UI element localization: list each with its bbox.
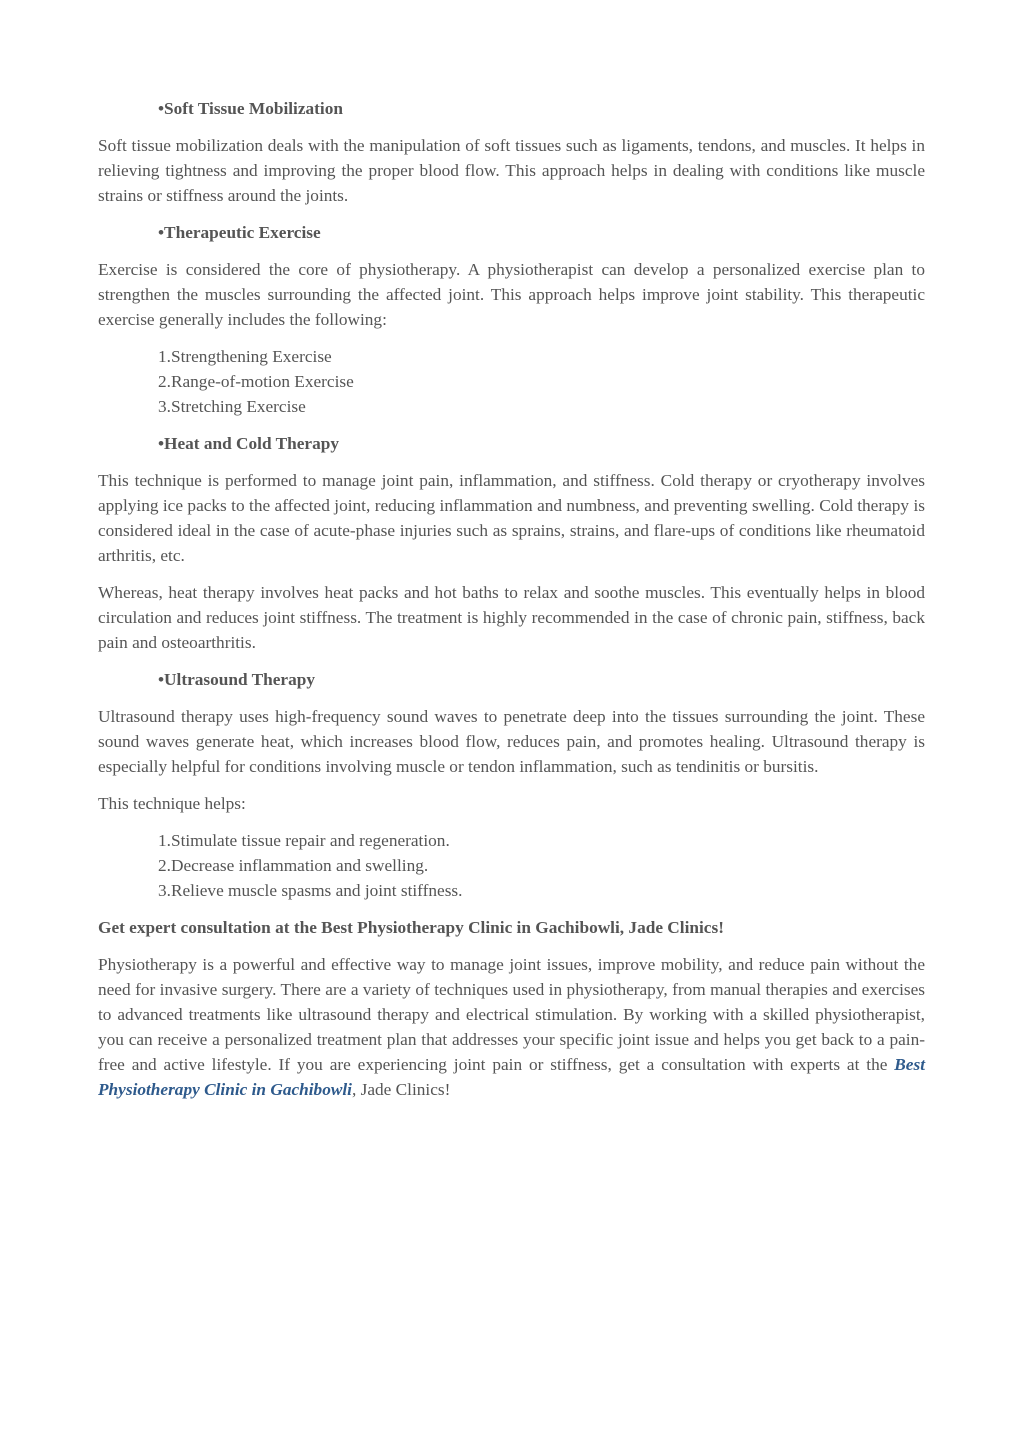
ultrasound-paragraph: Ultrasound therapy uses high-frequency sound waves to penetrate deep into the tissues surrounding the joint. These sound waves generate heat, which increases blood flow, reduces pain, and promotes healing. Ultrasound therapy is especially helpful for conditions involving muscle or tendon inflammation, such as tendinitis or bursitis. [98,707,925,776]
exercise-list [158,344,925,419]
list-item: 1.Strengthening Exercise [158,347,332,366]
list-item: 3.Relieve muscle spasms and joint stiffness. [158,881,463,900]
list-item: 2.Decrease inflammation and swelling. [158,856,429,875]
therapeutic-exercise-paragraph: Exercise is considered the core of physiotherapy. A physiotherapist can develop a personalized exercise plan to strengthen the muscles surrounding the affected joint. This approach helps improve joint stability. This therapeutic exercise generally includes the following: [98,260,925,329]
ultrasound-intro: This technique helps: [98,794,246,813]
list-item: 1.Stimulate tissue repair and regeneration. [158,831,450,850]
heat-cold-heading: •Heat and Cold Therapy [158,434,339,453]
consultation-heading: Get expert consultation at the Best Physiotherapy Clinic in Gachibowli, Jade Clinics! [98,918,724,937]
consultation-text-end: , Jade Clinics! [351,1080,451,1099]
soft-tissue-heading: •Soft Tissue Mobilization [158,99,343,118]
heat-cold-paragraph-2: Whereas, heat therapy involves heat packs and hot baths to relax and soothe muscles. This eventually helps in blood circulation and reduces joint stiffness. The treatment is highly recommended in the case of chronic pain, stiffness, back pain and osteoarthritis. [98,583,925,652]
ultrasound-benefits-list [158,828,925,903]
consultation-text-start: Physiotherapy is a powerful and effective way to manage joint issues, improve mobility, and reduce pain without the need for invasive surgery. There are a variety of techniques used in physiotherapy, from manual therapies and exercises to advanced treatments like ultrasound therapy and electrical stimulation. By working with a skilled physiotherapist, you can receive a personalized treatment plan that addresses your specific joint issue and helps you get back to a pain-free and active lifestyle. If you are experiencing joint pain or stiffness, get a consultation with experts at the [98,955,925,1074]
list-item: 2.Range-of-motion Exercise [158,372,354,391]
list-item: 3.Stretching Exercise [158,397,306,416]
ultrasound-heading: •Ultrasound Therapy [158,670,315,689]
consultation-paragraph [98,952,925,1102]
heat-cold-paragraph-1: This technique is performed to manage joint pain, inflammation, and stiffness. Cold therapy or cryotherapy involves applying ice packs to the affected joint, reducing inflammation and numbness, and preventing swelling. Cold therapy is considered ideal in the case of acute-phase injuries such as sprains, strains, and flare-ups of conditions like rheumatoid arthritis, etc. [98,471,925,565]
document-page [98,96,925,1114]
clinic-link[interactable]: Best Physiotherapy Clinic in Gachibowli [98,1055,925,1099]
therapeutic-exercise-heading: •Therapeutic Exercise [158,223,321,242]
soft-tissue-paragraph: Soft tissue mobilization deals with the manipulation of soft tissues such as ligaments, tendons, and muscles. It helps in relieving tightness and improving the proper blood flow. This approach helps in dealing with conditions like muscle strains or stiffness around the joints. [98,136,925,205]
